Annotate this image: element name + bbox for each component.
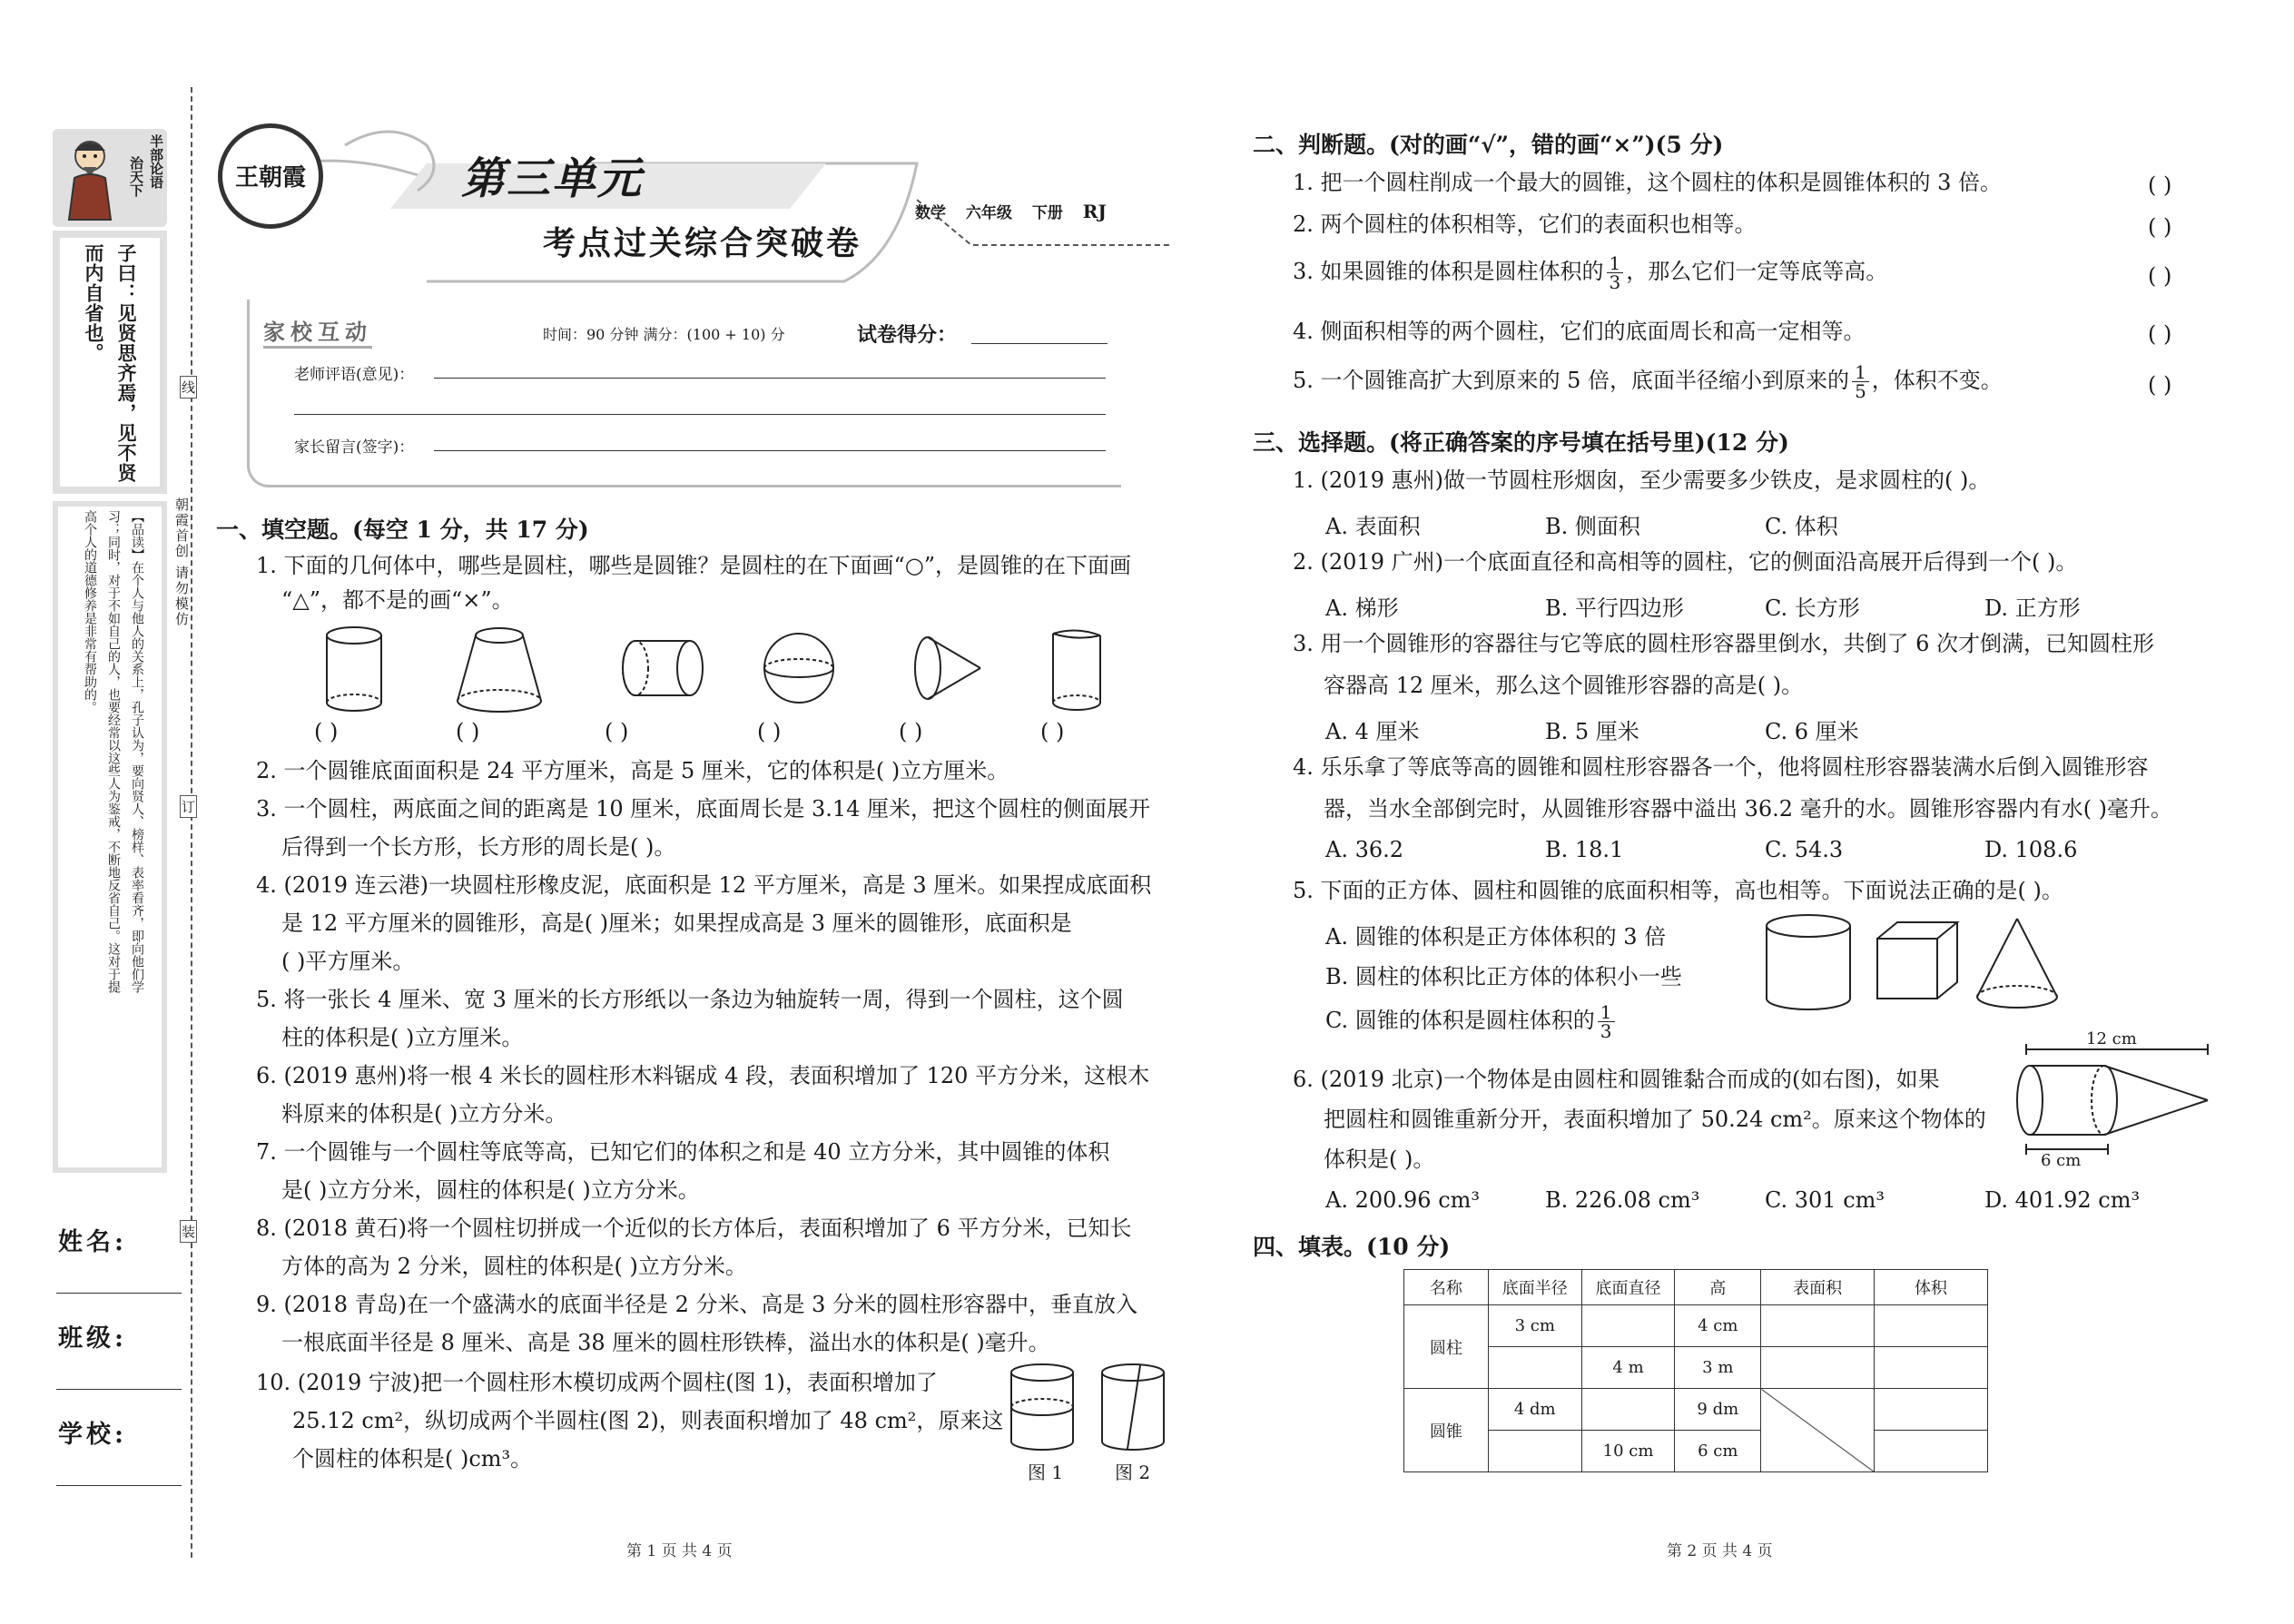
th-name: 名称 xyxy=(1404,1270,1489,1305)
cell-cyl1-diameter[interactable] xyxy=(1581,1305,1675,1347)
th-surface: 表面积 xyxy=(1761,1270,1875,1305)
s3-q2-opt-b[interactable]: B. 平行四边形 xyxy=(1545,595,1684,621)
s1-q7-line1: 7. 一个圆锥与一个圆柱等底等高，已知它们的体积之和是 40 立方分米，其中圆锥的体积 xyxy=(256,1139,1110,1165)
s3-q1: 1. (2019 惠州)做一节圆柱形烟囱，至少需要多少铁皮，是求圆柱的( )。 xyxy=(1293,468,1991,493)
s1-q8-line1: 8. (2018 黄石)将一个圆柱切拼成一个近似的长方体后，表面积增加了 6 平方分米，已知长 xyxy=(256,1216,1132,1241)
page-number-2: 第 2 页 共 4 页 xyxy=(1667,1542,1773,1560)
comment-box-frame xyxy=(247,300,1121,487)
score-label: 试卷得分： xyxy=(857,323,958,347)
cell-cone1-diameter[interactable] xyxy=(1581,1389,1675,1431)
s2-q5 xyxy=(1293,363,2003,400)
s3-q2-opt-d[interactable]: D. 正方形 xyxy=(1984,595,2081,621)
row-label-cone: 圆锥 xyxy=(1404,1389,1489,1472)
s1-q8-line2: 方体的高为 2 分米，圆柱的体积是( )立方分米。 xyxy=(281,1254,747,1279)
tag-edition: RJ xyxy=(1082,201,1107,222)
solid-answer-2[interactable]: ( ) xyxy=(456,719,480,744)
figure-1-cylinder xyxy=(1011,1364,1073,1450)
figure-2-caption: 图 2 xyxy=(1115,1462,1151,1483)
s3-q6-opt-b[interactable]: B. 226.08 cm³ xyxy=(1545,1187,1700,1213)
s3-q3-line2: 容器高 12 厘米，那么这个圆锥形容器的高是( )。 xyxy=(1324,673,1804,698)
quote-line-1: 子曰：见贤思齐焉，见不贤 xyxy=(115,243,138,483)
class-field-line[interactable] xyxy=(56,1389,182,1390)
solid-sphere xyxy=(764,634,833,703)
solid-answer-1[interactable]: ( ) xyxy=(314,719,339,744)
quote-box xyxy=(53,231,167,494)
reading-line-3: 高个人的道德修养是非常有帮助的。 xyxy=(83,510,97,714)
reading-line-1: 【品读】在个人与他人的关系上，孔子认为，要向贤人、榜样、表率看齐，即向他们学 xyxy=(130,510,144,993)
cell-cone2-height: 6 cm xyxy=(1675,1431,1761,1472)
s3-q3-opt-a[interactable]: A. 4 厘米 xyxy=(1325,719,1420,744)
s3-q2: 2. (2019 广州)一个底面直径和高相等的圆柱，它的侧面沿高展开后得到一个( )。 xyxy=(1293,549,2078,575)
cell-cyl1-surface[interactable] xyxy=(1761,1305,1875,1347)
solid-horizontal-cone xyxy=(915,637,980,699)
s3-q5-opt-c[interactable] xyxy=(1325,1002,1618,1040)
name-field-line[interactable] xyxy=(56,1293,182,1294)
cell-cone-surface-na xyxy=(1761,1389,1875,1472)
th-volume: 体积 xyxy=(1875,1270,1988,1305)
s3-q6-line3: 体积是( )。 xyxy=(1324,1147,1435,1172)
section4-title: 四、填表。(10 分) xyxy=(1253,1234,1451,1260)
solid-answer-6[interactable]: ( ) xyxy=(1040,719,1065,744)
th-height: 高 xyxy=(1675,1270,1761,1305)
solid-answer-5[interactable]: ( ) xyxy=(899,719,923,744)
s3-q5: 5. 下面的正方体、圆柱和圆锥的底面积相等，高也相等。下面说法正确的是( )。 xyxy=(1293,878,2063,903)
section2-title: 二、判断题。(对的画“√”，错的画“×”)(5 分) xyxy=(1253,132,1724,158)
s3-q5-opt-c-fraction: $\frac{1}{3}$ xyxy=(1598,1003,1615,1040)
s1-q5-line1: 5. 将一张长 4 厘米、宽 3 厘米的长方形纸以一条边为轴旋转一周，得到一个圆柱，这个圆 xyxy=(256,987,1124,1012)
section1-title: 一、填空题。(每空 1 分，共 17 分) xyxy=(216,517,589,543)
s3-q3-line1: 3. 用一个圆锥形的容器往与它等底的圆柱形容器里倒水，共倒了 6 次才倒满，已知圆柱形 xyxy=(1293,631,2155,656)
cell-cone1-radius: 4 dm xyxy=(1488,1389,1581,1431)
s2-q4-answer[interactable]: ( ) xyxy=(2148,321,2172,347)
th-radius: 底面半径 xyxy=(1488,1270,1581,1305)
cell-cone1-height: 9 dm xyxy=(1675,1389,1761,1431)
s1-q6-line1: 6. (2019 惠州)将一根 4 米长的圆柱形木料锯成 4 段，表面积增加了 120 平方分米，这根木 xyxy=(256,1063,1150,1088)
s1-q3-line1: 3. 一个圆柱，两底面之间的距离是 10 厘米，底面周长是 3.14 厘米，把这个圆柱的侧面展开 xyxy=(256,796,1151,822)
s3-q1-opt-c[interactable]: C. 体积 xyxy=(1765,514,1838,539)
s2-q3-text-b: ，那么它们一定等底等高。 xyxy=(1626,259,1888,284)
q10-figures xyxy=(1006,1362,1187,1462)
teacher-comment-label: 老师评语(意见)： xyxy=(294,366,415,384)
s1-q10-line3: 个圆柱的体积是( )cm³。 xyxy=(292,1446,533,1471)
s2-q3-text-a: 3. 如果圆锥的体积是圆柱体积的 xyxy=(1293,259,1604,284)
s3-q4-opt-c[interactable]: C. 54.3 xyxy=(1765,837,1844,862)
reading-box xyxy=(53,501,167,1173)
s2-q3 xyxy=(1293,254,1887,291)
s1-q5-line2: 柱的体积是( )立方厘米。 xyxy=(281,1025,524,1050)
s1-q4-line1: 4. (2019 连云港)一块圆柱形橡皮泥，底面积是 12 平方厘米，高是 3 厘米。如果捏成底面积 xyxy=(256,872,1152,898)
s3-q2-opt-c[interactable]: C. 长方形 xyxy=(1765,595,1860,621)
time-info: 时间：90 分钟 满分：(100 + 10) 分 xyxy=(543,326,785,343)
brand-logo xyxy=(218,123,323,229)
solid-answer-4[interactable]: ( ) xyxy=(757,719,782,744)
s1-q1-line1: 1. 下面的几何体中，哪些是圆柱，哪些是圆锥？是圆柱的在下面画“○”，是圆锥的在下面画 xyxy=(256,553,1132,578)
s3-q4-opt-b[interactable]: B. 18.1 xyxy=(1545,837,1624,862)
solid-cylinder xyxy=(327,627,381,711)
s1-q6-line2: 料原来的体积是( )立方分米。 xyxy=(281,1101,567,1127)
q5-solids xyxy=(1761,911,2061,1020)
tag-subject: 数学 xyxy=(915,204,946,222)
s2-q5-fraction: $\frac{1}{5}$ xyxy=(1852,363,1869,400)
s2-q3-answer[interactable]: ( ) xyxy=(2148,263,2172,289)
cut-line xyxy=(191,87,192,1558)
s1-q9-line2: 一根底面半径是 8 厘米、高是 38 厘米的圆柱形铁棒，溢出水的体积是( )毫升。 xyxy=(281,1330,1050,1355)
brand-logo-text: 王朝霞 xyxy=(234,164,306,192)
s2-q3-fraction: $\frac{1}{3}$ xyxy=(1607,254,1624,291)
s3-q6-opt-d[interactable]: D. 401.92 cm³ xyxy=(1984,1187,2141,1213)
cell-cone2-volume[interactable] xyxy=(1875,1431,1988,1472)
tag-grade: 六年级 xyxy=(965,204,1012,222)
s3-q1-opt-a[interactable]: A. 表面积 xyxy=(1325,514,1421,539)
grade-tags xyxy=(915,200,1107,222)
cut-mark-2: 订 xyxy=(180,795,197,818)
class-label: 班级: xyxy=(58,1324,127,1353)
s2-q2: 2. 两个圆柱的体积相等，它们的表面积也相等。 xyxy=(1293,212,1757,237)
solid-cut-cylinder xyxy=(1053,630,1100,710)
s2-q1: 1. 把一个圆柱削成一个最大的圆锥，这个圆柱的体积是圆锥体积的 3 倍。 xyxy=(1293,170,2003,195)
s1-q9-line1: 9. (2018 青岛)在一个盛满水的底面半径是 2 分米、高是 3 分米的圆柱形容器中，垂直放入 xyxy=(256,1292,1138,1317)
s1-q4-line2: 是 12 平方厘米的圆锥形，高是( )厘米；如果捏成高是 3 厘米的圆锥形，底面积是 xyxy=(281,910,1072,936)
s1-q1-line2: “△”，都不是的画“×”。 xyxy=(281,587,514,613)
figure-2-cylinder xyxy=(1102,1364,1164,1450)
s2-q4: 4. 侧面积相等的两个圆柱，它们的底面周长和高一定相等。 xyxy=(1293,319,1866,344)
s1-q3-line2: 后得到一个长方形，长方形的周长是( )。 xyxy=(281,834,676,860)
quote-line-2: 而内自省也。 xyxy=(83,243,105,363)
solid-frustum xyxy=(458,628,541,712)
cell-cyl2-volume[interactable] xyxy=(1875,1347,1988,1389)
cut-mark-1: 线 xyxy=(180,376,197,399)
s2-q1-answer[interactable]: ( ) xyxy=(2148,172,2172,198)
s1-q4-line3: ( )平方厘米。 xyxy=(281,949,415,974)
cut-mark-3: 装 xyxy=(180,1220,197,1243)
cell-cyl2-height: 3 m xyxy=(1675,1347,1761,1389)
q5-cube xyxy=(1877,922,1957,999)
s2-q2-answer[interactable]: ( ) xyxy=(2148,214,2172,240)
s3-q3-opt-b[interactable]: B. 5 厘米 xyxy=(1545,719,1639,744)
binding-strip xyxy=(53,129,169,1182)
cell-cyl2-diameter: 4 m xyxy=(1581,1347,1675,1389)
cell-cone1-volume[interactable] xyxy=(1875,1389,1988,1431)
s3-q3-opt-c[interactable]: C. 6 厘米 xyxy=(1765,719,1859,744)
figure-1-caption: 图 1 xyxy=(1028,1462,1064,1483)
parent-comment-label: 家长留言(签字)： xyxy=(294,438,415,457)
solids-row xyxy=(309,623,1126,723)
cell-cyl2-surface[interactable] xyxy=(1761,1347,1875,1389)
q5-cylinder xyxy=(1767,915,1850,1009)
s3-q6-opt-a[interactable]: A. 200.96 cm³ xyxy=(1325,1187,1481,1213)
s3-q6-opt-c[interactable]: C. 301 cm³ xyxy=(1765,1187,1885,1213)
s3-q5-opt-a[interactable]: A. 圆锥的体积是正方体体积的 3 倍 xyxy=(1325,924,1667,950)
section3-title: 三、选择题。(将正确答案的序号填在括号里)(12 分) xyxy=(1253,429,1789,456)
s3-q4-line2: 器，当水全部倒完时，从圆锥形容器中溢出 36.2 毫升的水。圆锥形容器内有水( )毫升。 xyxy=(1324,796,2173,822)
solid-answer-3[interactable]: ( ) xyxy=(605,719,629,744)
s3-q6-line2: 把圆柱和圆锥重新分开，表面积增加了 50.24 cm²。原来这个物体的 xyxy=(1324,1107,1986,1132)
s3-q1-opt-b[interactable]: B. 侧面积 xyxy=(1545,514,1640,539)
q6-dim-length: 12 cm xyxy=(2082,1029,2141,1048)
school-field-line[interactable] xyxy=(56,1485,182,1486)
s3-q4-opt-d[interactable]: D. 108.6 xyxy=(1984,837,2078,862)
fill-table xyxy=(1403,1269,1988,1472)
confucius-icon xyxy=(58,134,122,221)
s3-q6-line1: 6. (2019 北京)一个物体是由圆柱和圆锥黏合而成的(如右图)，如果 xyxy=(1293,1067,1940,1092)
s2-q5-answer[interactable]: ( ) xyxy=(2148,372,2172,398)
cell-cyl1-height: 4 cm xyxy=(1675,1305,1761,1347)
cell-cyl1-radius: 3 cm xyxy=(1488,1305,1581,1347)
side-note: 朝霞首创 请勿模仿 xyxy=(173,497,190,627)
unit-title: 第三单元 xyxy=(461,153,644,204)
s3-q4-opt-a[interactable]: A. 36.2 xyxy=(1325,837,1404,862)
paper-subtitle: 考点过关综合突破卷 xyxy=(543,224,862,262)
s3-q2-opt-a[interactable]: A. 梯形 xyxy=(1325,595,1399,621)
motto-tag-1: 半部论语 xyxy=(148,134,164,189)
s3-q5-opt-b[interactable]: B. 圆柱的体积比正方体的体积小一些 xyxy=(1325,964,1682,989)
solid-horizontal-cylinder xyxy=(623,641,703,695)
motto-tag-2: 治天下 xyxy=(128,156,144,197)
s3-q5-opt-c-text: C. 圆锥的体积是圆柱体积的 xyxy=(1325,1008,1595,1033)
page-number-1: 第 1 页 共 4 页 xyxy=(626,1542,733,1560)
s1-q2: 2. 一个圆锥底面面积是 24 平方厘米，高是 5 厘米，它的体积是( )立方厘米。 xyxy=(256,758,1009,783)
s2-q5-text-b: ，体积不变。 xyxy=(1871,368,2003,393)
s3-q4-line1: 4. 乐乐拿了等底等高的圆锥和圆柱形容器各一个，他将圆柱形容器装满水后倒入圆锥形容 xyxy=(1293,754,2149,780)
name-label: 姓名: xyxy=(58,1228,127,1256)
row-label-cylinder: 圆柱 xyxy=(1404,1305,1489,1389)
q5-cone xyxy=(1977,919,2057,1008)
motto-box xyxy=(53,129,167,227)
s1-q10-line1: 10. (2019 宁波)把一个圆柱形木模切成两个圆柱(图 1)，表面积增加了 xyxy=(256,1370,938,1395)
school-label: 学校: xyxy=(58,1421,127,1449)
family-school-badge: 家校互动 xyxy=(263,314,372,349)
tag-volume: 下册 xyxy=(1031,204,1063,222)
s2-q5-text-a: 5. 一个圆锥高扩大到原来的 5 倍，底面半径缩小到原来的 xyxy=(1293,368,1850,393)
s1-q10-line2: 25.12 cm²，纵切成两个半圆柱(图 2)，则表面积增加了 48 cm²，原来这 xyxy=(292,1408,1004,1433)
s1-q7-line2: 是( )立方分米，圆柱的体积是( )立方分米。 xyxy=(281,1177,700,1203)
cell-cyl2-radius[interactable] xyxy=(1488,1347,1581,1389)
cell-cyl1-volume[interactable] xyxy=(1875,1305,1988,1347)
q6-dim-diameter: 6 cm xyxy=(2041,1151,2082,1170)
cell-cone2-diameter: 10 cm xyxy=(1581,1431,1675,1472)
th-diameter: 底面直径 xyxy=(1581,1270,1675,1305)
cell-cone2-radius[interactable] xyxy=(1488,1431,1581,1472)
reading-line-2: 习；同时，对于不如自己的人，也要经常以这些人为鉴戒，不断地反省自己。这对于提 xyxy=(106,510,121,993)
